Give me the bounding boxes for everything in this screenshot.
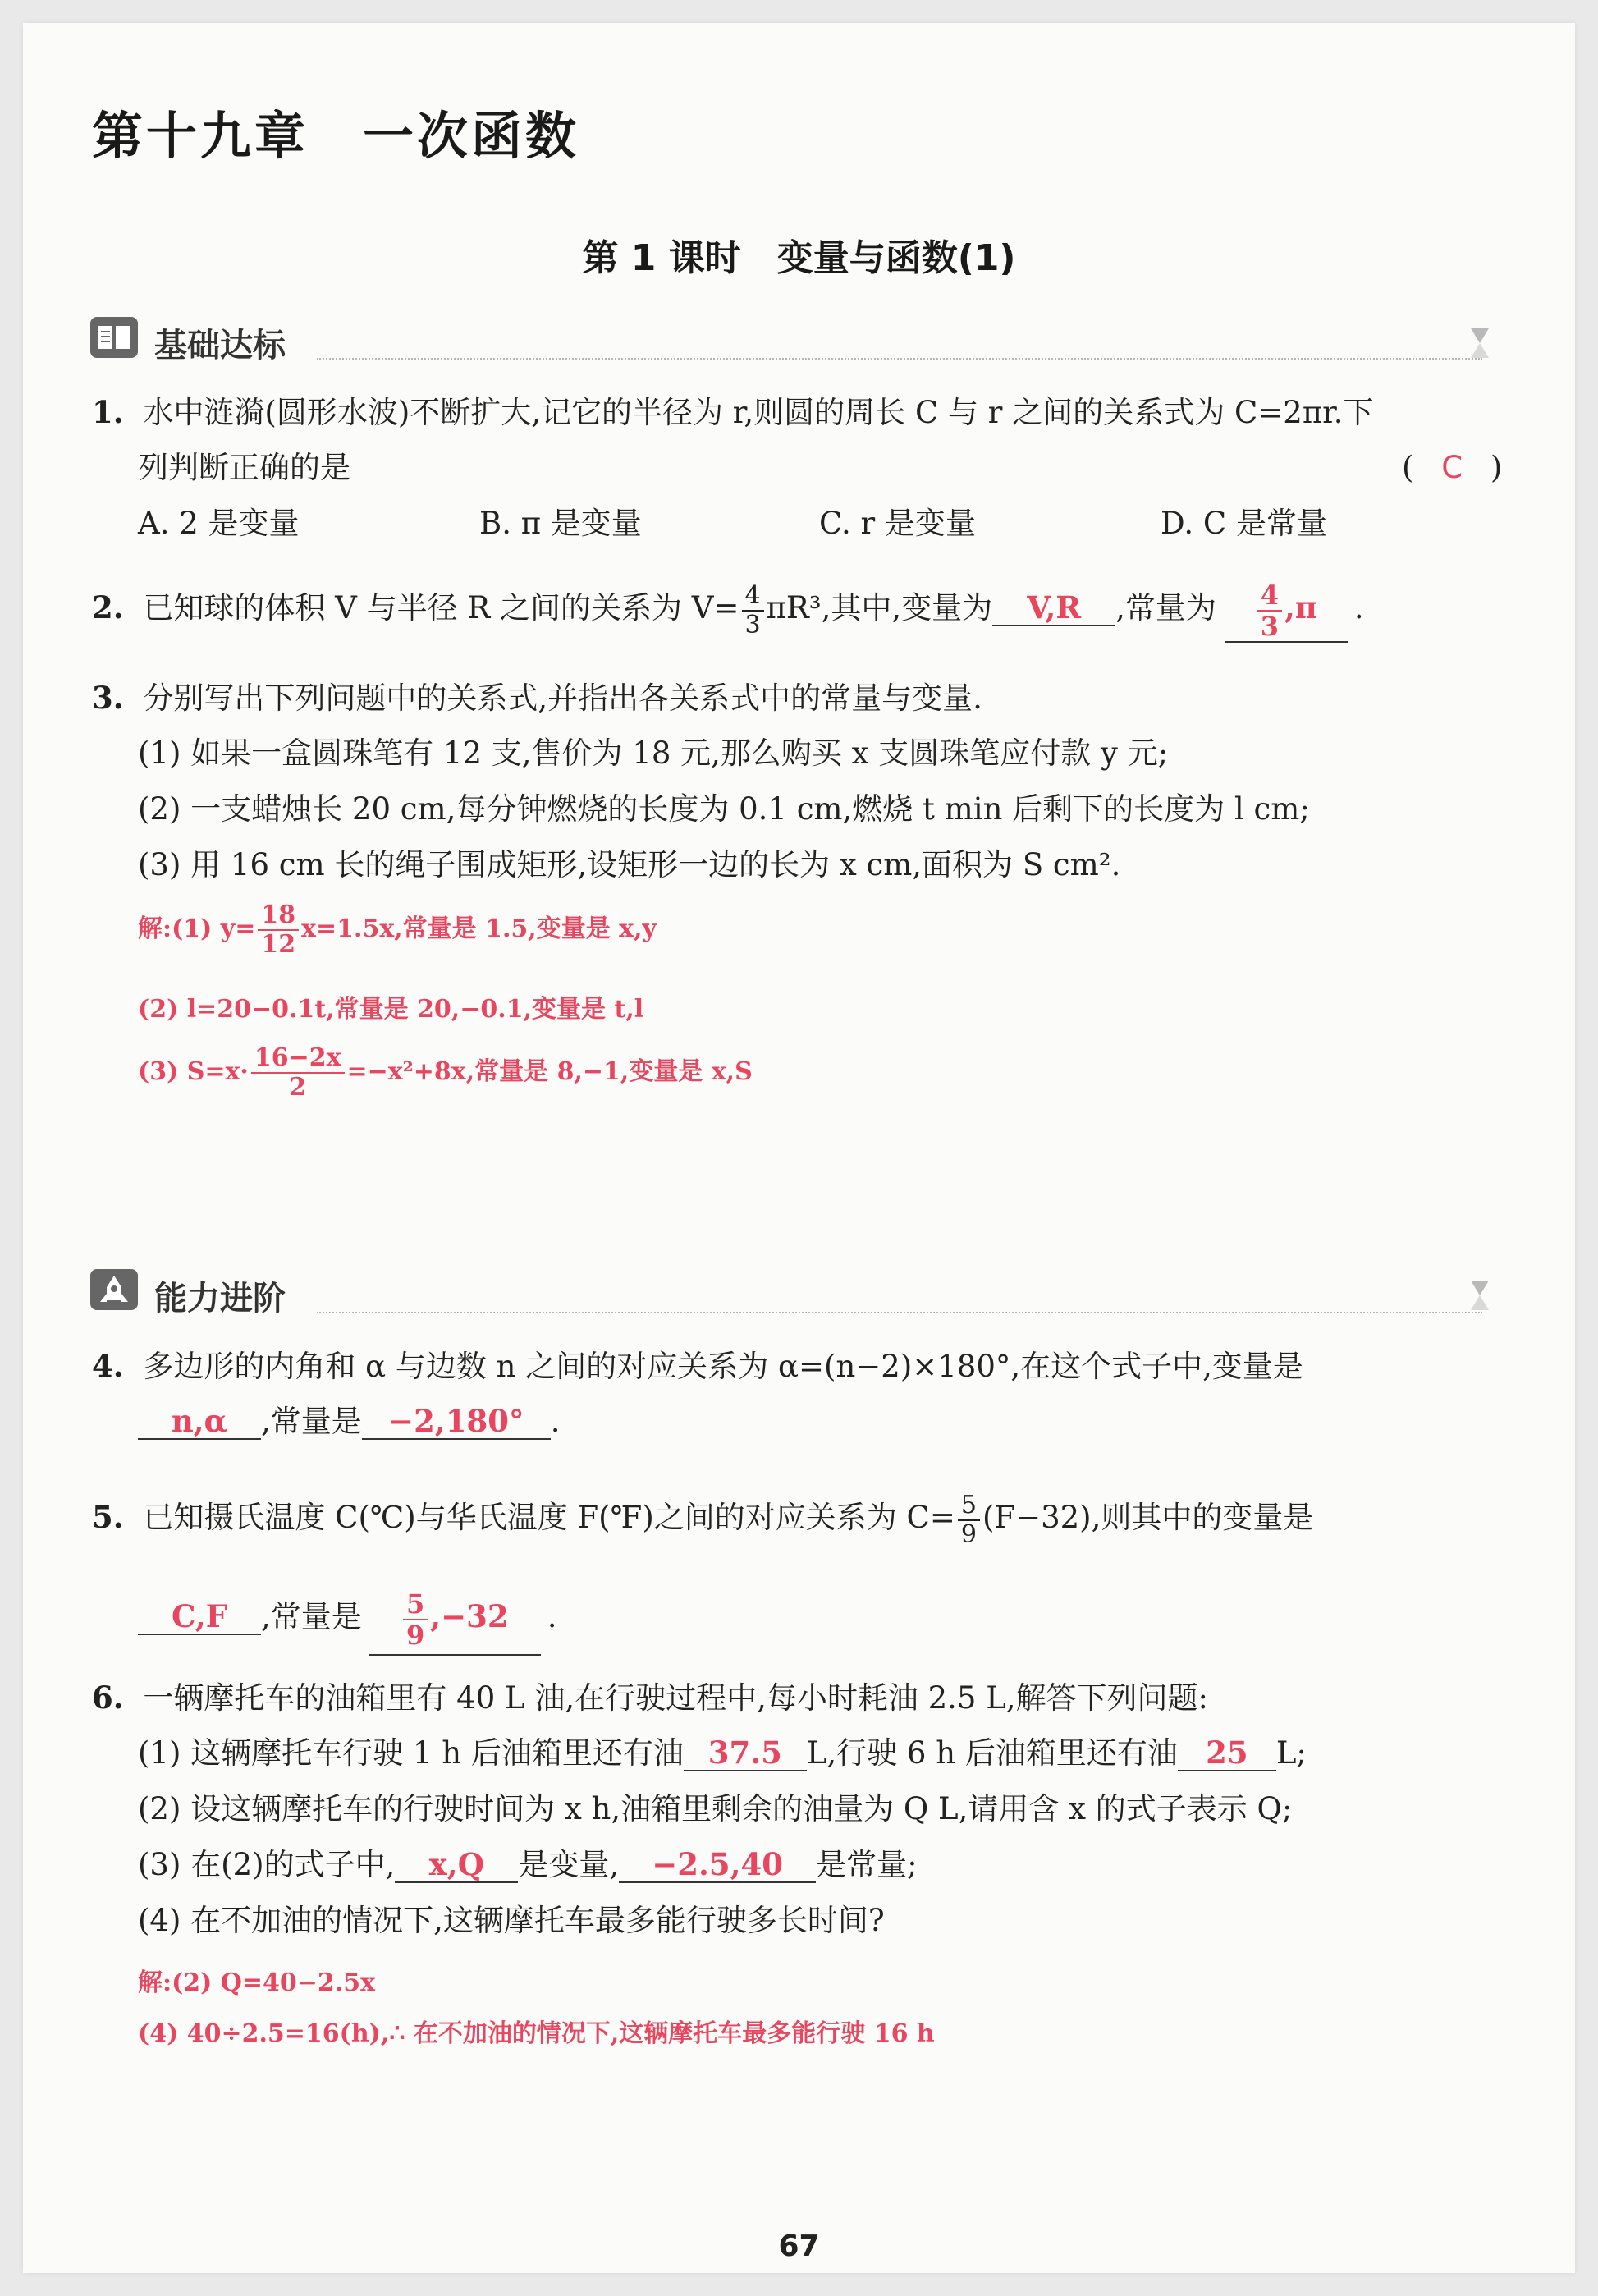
q1-option-c: C. r 是变量 bbox=[819, 506, 976, 541]
q4-line2: n,α ,常量是 −2,180° . bbox=[138, 1404, 561, 1440]
page-number: 67 bbox=[778, 2230, 820, 2263]
q6-sub3: (3) 在(2)的式子中, x,Q 是变量, −2.5,40 是常量; bbox=[138, 1846, 918, 1882]
q5-answer-const: $\frac{5}{9}$ ,−32 bbox=[401, 1598, 509, 1634]
q6-solution-4: (4) 40÷2.5=16(h),∴ 在不加油的情况下,这辆摩托车最多能行驶 16 h bbox=[138, 2019, 935, 2048]
q3-solution-1: 解:(1) y= $\frac{18}{12}$ x=1.5x,常量是 1.5,变量是 x,y bbox=[138, 901, 657, 959]
q1-answer: C bbox=[1441, 450, 1463, 485]
section-divider bbox=[317, 1312, 1482, 1313]
q1-text-a: 水中涟漪(圆形水波)不断扩大,记它的半径为 r,则圆的周长 C 与 r 之间的关系式为 C=2πr.下 bbox=[143, 395, 1374, 430]
q5-answer-vars: C,F bbox=[172, 1598, 227, 1634]
q1-option-b: B. π 是变量 bbox=[479, 506, 642, 541]
book-icon bbox=[90, 317, 138, 358]
q6-sub4: (4) 在不加油的情况下,这辆摩托车最多能行驶多长时间? bbox=[138, 1903, 885, 1938]
q4-line1: 4. 多边形的内角和 α 与边数 n 之间的对应关系为 α=(n−2)×180°,在这个式子中,变量是 bbox=[92, 1348, 1303, 1384]
section-divider bbox=[317, 358, 1482, 360]
section-basic-title: 基础达标 bbox=[154, 327, 286, 364]
q2-blank-const bbox=[1225, 575, 1348, 643]
section-advanced-title: 能力进阶 bbox=[154, 1280, 286, 1318]
q5-blank-const bbox=[369, 1579, 541, 1656]
q3-sol1-fraction: $\frac{18}{12}$ bbox=[258, 903, 299, 957]
q6-answer-2: 25 bbox=[1206, 1735, 1248, 1771]
q1-line2: 列判断正确的是 bbox=[138, 450, 350, 485]
q3-sub2: (2) 一支蜡烛长 20 cm,每分钟燃烧的长度为 0.1 cm,燃烧 t min 后剩下的长度为 l cm; bbox=[138, 791, 1310, 827]
q4-answer-const: −2,180° bbox=[388, 1403, 524, 1439]
q1-option-d: D. C 是常量 bbox=[1161, 506, 1327, 541]
q4-number: 4. bbox=[92, 1348, 124, 1384]
q3-solution-3: (3) S=x· $\frac{16-2x}{2}$ =−x²+8x,常量是 8,−1,变量是 x,S bbox=[138, 1043, 753, 1102]
q6-sub2: (2) 设这辆摩托车的行驶时间为 x h,油箱里剩余的油量为 Q L,请用含 x 的式子表示 Q; bbox=[138, 1791, 1293, 1826]
lesson-title: 第 1 课时 变量与函数(1) bbox=[582, 237, 1016, 279]
q3-sub3: (3) 用 16 cm 长的绳子围成矩形,设矩形一边的长为 x cm,面积为 S cm². bbox=[138, 847, 1121, 882]
q6-answer-1: 37.5 bbox=[707, 1735, 782, 1771]
hourglass-icon bbox=[1469, 1279, 1490, 1312]
rocket-icon bbox=[90, 1269, 138, 1310]
q5-fraction: $\frac{5}{9}$ bbox=[958, 1493, 980, 1547]
q6-blank-4 bbox=[619, 1848, 816, 1883]
q2-fraction: $\frac{4}{3}$ bbox=[742, 584, 764, 638]
q1-option-a: A. 2 是变量 bbox=[138, 506, 300, 541]
q5-line2: C,F ,常量是 $\frac{5}{9}$ ,−32 . bbox=[138, 1579, 557, 1656]
q6-sub1: (1) 这辆摩托车行驶 1 h 后油箱里还有油 37.5 L,行驶 6 h 后油箱里还有油 25 L; bbox=[138, 1735, 1307, 1771]
q3-sub1: (1) 如果一盒圆珠笔有 12 支,售价为 18 元,那么购买 x 支圆珠笔应付款 y 元; bbox=[138, 736, 1169, 771]
q5-number: 5. bbox=[92, 1499, 124, 1535]
q3-number: 3. bbox=[92, 680, 124, 716]
q4-blank-const bbox=[362, 1405, 551, 1440]
q3-solution-2: (2) l=20−0.1t,常量是 20,−0.1,变量是 t,l bbox=[138, 995, 644, 1024]
q1-line1 bbox=[92, 394, 1374, 431]
q1-answer-paren: ( C ) bbox=[1402, 450, 1503, 485]
hourglass-icon bbox=[1469, 327, 1490, 360]
q6-line: 6. 一辆摩托车的油箱里有 40 L 油,在行驶过程中,每小时耗油 2.5 L,解答下列问题: bbox=[92, 1680, 1209, 1716]
q5-answer-fraction: $\frac{5}{9}$ bbox=[403, 1591, 428, 1648]
q6-blank-3 bbox=[395, 1848, 518, 1883]
q4-blank-vars bbox=[138, 1405, 261, 1440]
q2-line: 2. 已知球的体积 V 与半径 R 之间的关系为 V= $\frac{4}{3}$ πR³,其中,变量为 V,R ,常量为 $\frac{4}{3}$ ,π . bbox=[92, 575, 1364, 643]
q1-number: 1. bbox=[92, 394, 124, 430]
q3-line: 3. 分别写出下列问题中的关系式,并指出各关系式中的常量与变量. bbox=[92, 680, 982, 716]
q6-solution-2: 解:(2) Q=40−2.5x bbox=[138, 1968, 376, 1997]
q3-sol3-fraction: $\frac{16-2x}{2}$ bbox=[251, 1046, 345, 1100]
q6-answer-3: x,Q bbox=[428, 1846, 484, 1882]
q6-answer-4: −2.5,40 bbox=[652, 1846, 783, 1882]
q5-line1: 5. 已知摄氏温度 C(℃)与华氏温度 F(℉)之间的对应关系为 C= $\frac{5}{9}$ (F−32),则其中的变量是 bbox=[92, 1490, 1314, 1549]
q6-number: 6. bbox=[92, 1680, 124, 1716]
q2-answer-vars: V,R bbox=[1027, 589, 1082, 626]
chapter-title: 第十九章 一次函数 bbox=[92, 106, 580, 166]
q6-blank-2 bbox=[1178, 1736, 1276, 1771]
q2-number: 2. bbox=[92, 589, 124, 626]
q2-blank-vars bbox=[992, 591, 1115, 626]
q4-answer-vars: n,α bbox=[171, 1403, 228, 1439]
q5-blank-vars bbox=[138, 1600, 261, 1635]
q2-answer-const: $\frac{4}{3}$ ,π bbox=[1255, 589, 1317, 626]
workbook-page bbox=[23, 23, 1575, 2273]
q2-answer-fraction: $\frac{4}{3}$ bbox=[1257, 582, 1282, 639]
q6-blank-1 bbox=[684, 1736, 807, 1771]
